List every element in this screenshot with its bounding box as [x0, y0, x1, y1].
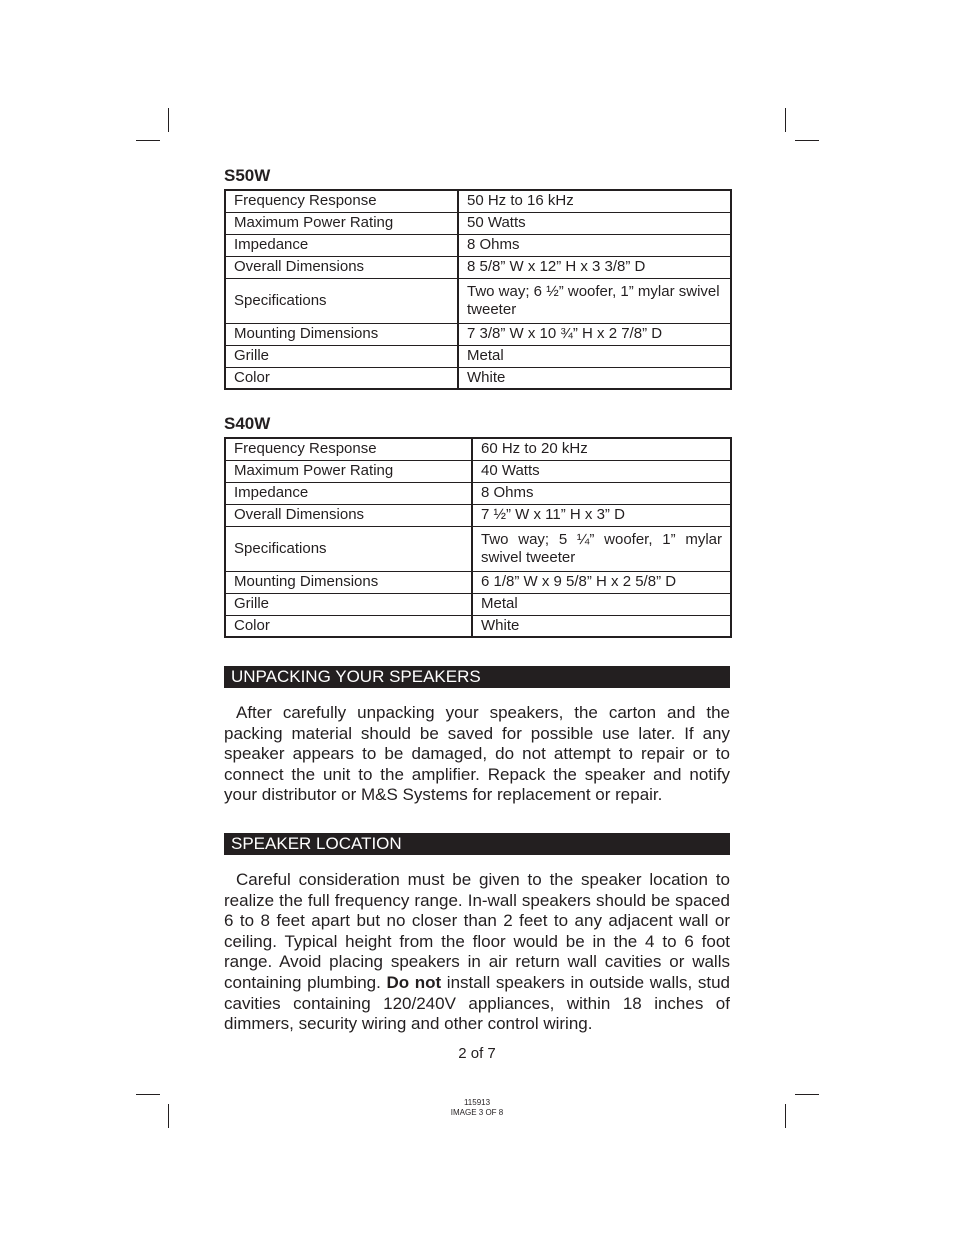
spec-value: Two way; 5 ¼” woofer, 1” mylar swivel tweeter: [472, 526, 731, 571]
table-row: [225, 482, 731, 504]
spec-label: Maximum Power Rating: [225, 212, 458, 234]
footer-code: 115913: [463, 1098, 491, 1107]
unpacking-paragraph: After carefully unpacking your speakers, the carton and the packing material should be saved for possible use later. If any speaker appears to be damaged, do not attempt to repair or to connect the unit to the amplifier. Repack the speaker and notify your distributor or M&S Systems for replacement or repair.: [224, 703, 730, 805]
section-heading-unpacking: UNPACKING YOUR SPEAKERS: [224, 666, 730, 688]
spec-label: Maximum Power Rating: [225, 460, 472, 482]
spec-label: Mounting Dimensions: [225, 323, 458, 345]
spec-value: 50 Watts: [458, 212, 731, 234]
table-row: [225, 234, 731, 256]
spec-value: 50 Hz to 16 kHz: [458, 190, 731, 212]
spec-value: 40 Watts: [472, 460, 731, 482]
spec-label: Frequency Response: [225, 438, 472, 460]
table-row: [225, 367, 731, 389]
spec-value: 6 1/8” W x 9 5/8” H x 2 5/8” D: [472, 571, 731, 593]
table-row: [225, 593, 731, 615]
spec-label: Mounting Dimensions: [225, 571, 472, 593]
table-row: [225, 323, 731, 345]
spec-label: Overall Dimensions: [225, 256, 458, 278]
table-row: [225, 278, 731, 323]
model-title-s50w: S50W: [224, 166, 271, 185]
section-heading-speaker-location: SPEAKER LOCATION: [224, 833, 730, 855]
table-row: [225, 256, 731, 278]
spec-value: Metal: [472, 593, 731, 615]
spec-table-s50w: [224, 189, 732, 390]
spec-value: 60 Hz to 20 kHz: [472, 438, 731, 460]
spec-value: White: [458, 367, 731, 389]
bold-emphasis: Do not: [386, 972, 442, 992]
spec-value: White: [472, 615, 731, 637]
spec-value: 8 5/8” W x 12” H x 3 3/8” D: [458, 256, 731, 278]
crop-mark: [136, 1094, 160, 1095]
table-row: [225, 345, 731, 367]
spec-table-s40w: [224, 437, 732, 638]
table-row: [225, 504, 731, 526]
table-row: [225, 460, 731, 482]
paragraph-text: install speakers in outside walls, stud cavities containing 120/240V appliances, within 18 inches of dimmers, security wiring and other control wiring.: [224, 972, 730, 1034]
spec-label: Grille: [225, 345, 458, 367]
crop-mark: [795, 140, 819, 141]
spec-value: 8 Ohms: [458, 234, 731, 256]
spec-value: 8 Ohms: [472, 482, 731, 504]
spec-value: 7 3/8” W x 10 ¾” H x 2 7/8” D: [458, 323, 731, 345]
spec-label: Impedance: [225, 234, 458, 256]
paragraph-text: Careful consideration must be given to the speaker location to realize the full frequency range. In-wall speakers should be spaced 6 to 8 feet apart but no closer than 2 feet to any adjacent wall or ceiling. Typical height from the floor would be in the 4 to 6 foot range. Avoid placing speakers in air return wall cavities or walls containing plumbing.: [224, 870, 730, 992]
spec-label: Specifications: [225, 278, 458, 323]
crop-mark: [795, 1094, 819, 1095]
spec-label: Overall Dimensions: [225, 504, 472, 526]
crop-mark: [136, 140, 160, 141]
table-row: [225, 571, 731, 593]
model-title-s40w: S40W: [224, 414, 271, 433]
table-row: [225, 438, 731, 460]
spec-label: Grille: [225, 593, 472, 615]
spec-value: Metal: [458, 345, 731, 367]
spec-value: 7 ½” W x 11” H x 3” D: [472, 504, 731, 526]
table-row: [225, 190, 731, 212]
crop-mark: [168, 108, 169, 132]
table-row: [225, 212, 731, 234]
spec-label: Specifications: [225, 526, 472, 571]
footer-image-label: IMAGE 3 OF 8: [450, 1108, 504, 1117]
table-row: [225, 615, 731, 637]
spec-label: Impedance: [225, 482, 472, 504]
page-number: 2 of 7: [458, 1045, 496, 1062]
table-row: [225, 526, 731, 571]
spec-label: Color: [225, 615, 472, 637]
spec-label: Color: [225, 367, 458, 389]
spec-value: Two way; 6 ½” woofer, 1” mylar swivel tweeter: [458, 278, 731, 323]
speaker-location-paragraph: [224, 870, 730, 1035]
crop-mark: [785, 108, 786, 132]
spec-label: Frequency Response: [225, 190, 458, 212]
